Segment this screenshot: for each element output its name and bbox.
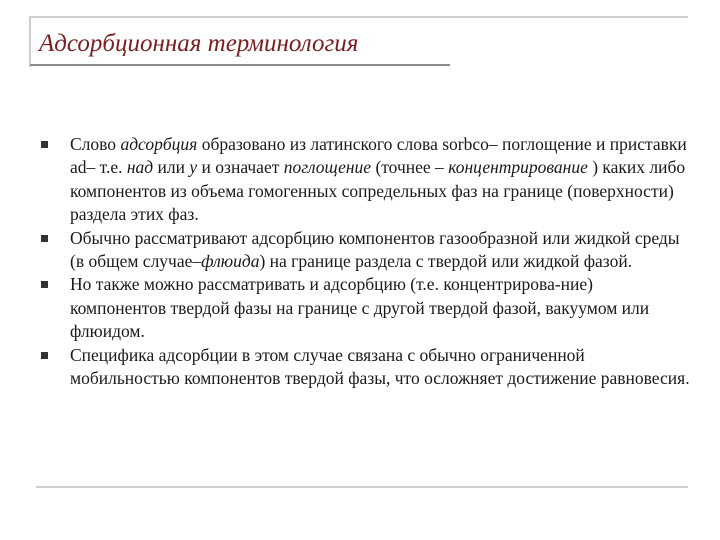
- bottom-border-line: [36, 486, 688, 488]
- italic-term: у: [189, 157, 198, 178]
- slide-title: Адсорбционная терминология: [39, 30, 359, 57]
- bullet-square-icon: [41, 281, 48, 288]
- left-border-line: [29, 16, 31, 67]
- bullet-text: ) на границе раздела с твердой или жидкой фазой.: [259, 251, 633, 272]
- bullet-text: Но также можно рассматривать и адсорбцию (т.е. концентрирова-ние) компонентов твердой фазы на границе с другой твердой фазой, вакуумом или флюидом.: [70, 274, 650, 342]
- italic-term: флюида: [201, 251, 260, 272]
- bullet-text: (точнее –: [371, 157, 449, 178]
- bullet-text: ) каких либо компонентов из объема гомогенных сопредельных фаз на границе (поверхности) раздела этих фаз.: [70, 157, 686, 225]
- bullet-text: или: [153, 157, 190, 178]
- italic-term: концентрирование: [448, 157, 588, 178]
- bullet-text: образовано из латинского слова sorbco– поглощение и приставки ad– т.е.: [70, 134, 687, 178]
- bullet-list: [30, 133, 690, 390]
- bullet-text: Слово: [70, 134, 121, 154]
- bullet-text: и означает: [197, 157, 284, 178]
- top-border-line: [31, 16, 688, 18]
- bullet-square-icon: [41, 235, 48, 242]
- italic-term: адсорбция: [120, 134, 198, 154]
- italic-term: поглощение: [283, 157, 372, 178]
- bullet-text: Специфика адсорбции в этом случае связана с обычно ограниченной мобильностью компонентов твердой фазы, что осложняет достижение равновесия.: [70, 344, 690, 389]
- bullet-square-icon: [41, 352, 48, 359]
- title-underline: [30, 64, 450, 66]
- bullet-item: [30, 133, 690, 227]
- bullet-item: [30, 227, 690, 274]
- bullet-item: [30, 344, 690, 391]
- bullet-text: Обычно рассматривают адсорбцию компонентов газообразной или жидкой среды (в общем случае–: [70, 227, 680, 272]
- bullet-item: [30, 273, 690, 343]
- bullet-square-icon: [41, 141, 48, 148]
- italic-term: над: [126, 157, 154, 178]
